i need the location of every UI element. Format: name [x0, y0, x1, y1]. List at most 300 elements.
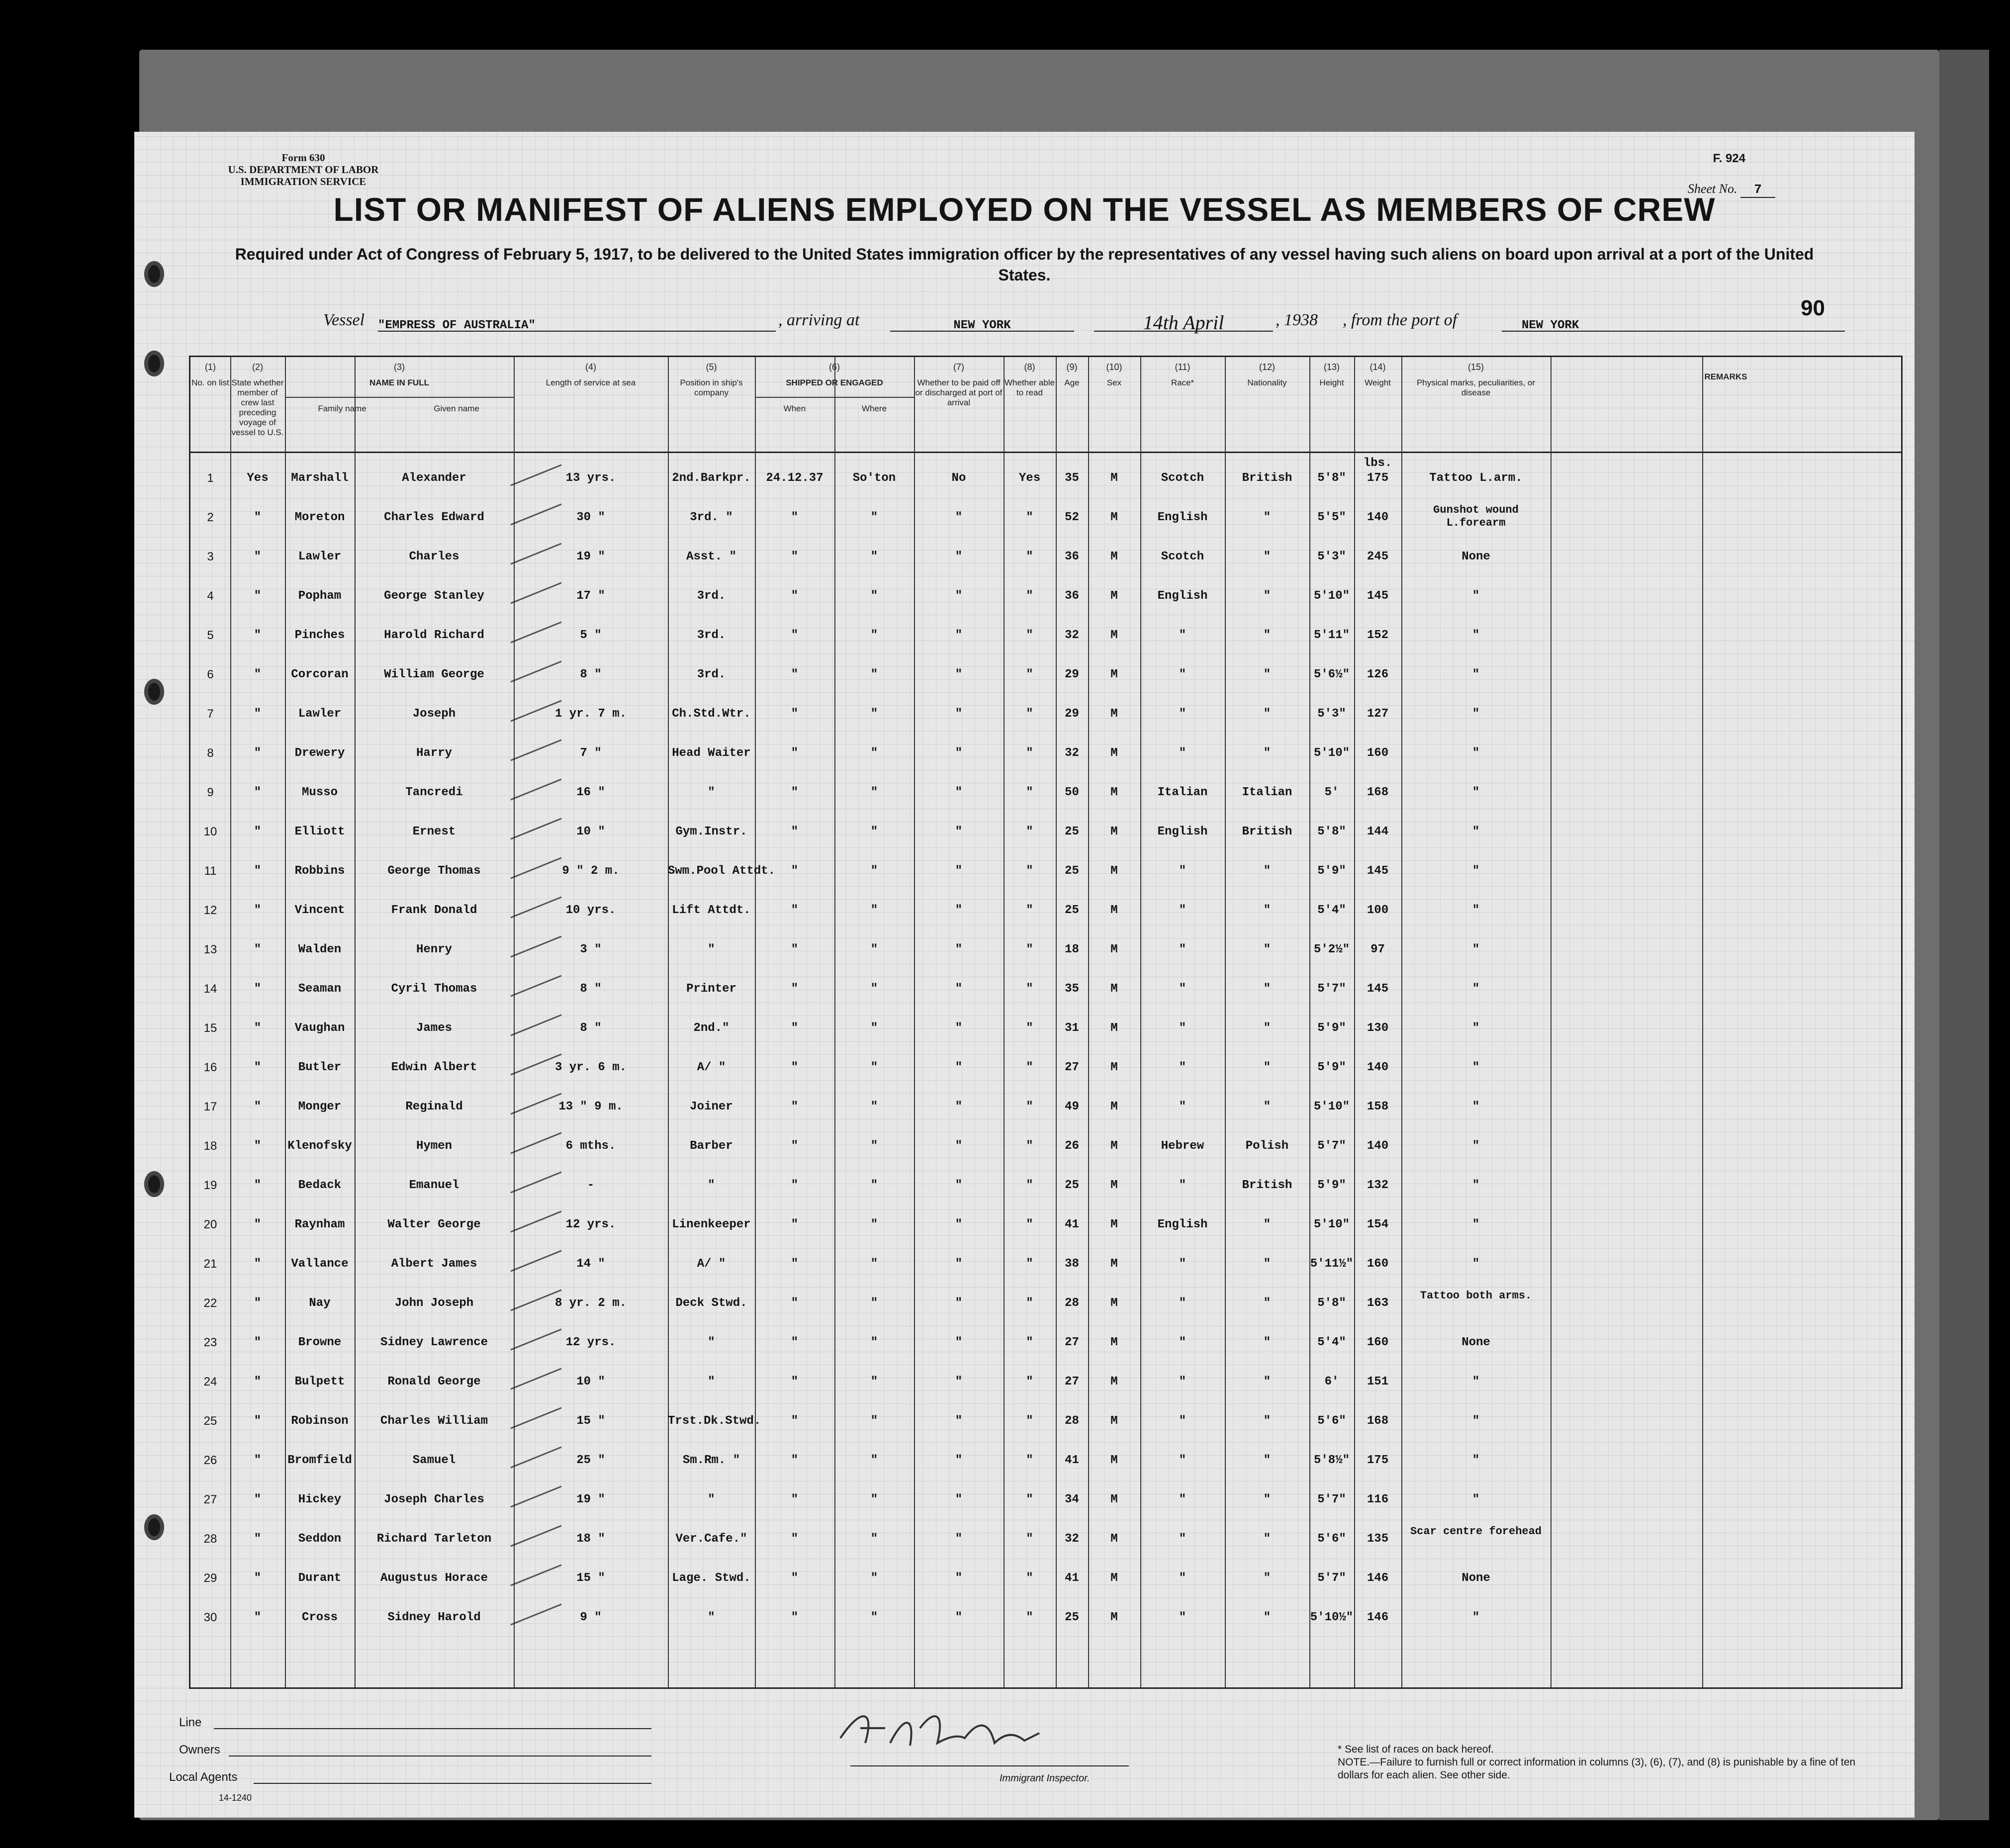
height: 5'3": [1317, 550, 1346, 563]
height: 5'7": [1317, 1139, 1346, 1153]
nationality: ": [1263, 1218, 1271, 1231]
given-name: Charles Edward: [384, 511, 484, 524]
shipped-where: ": [870, 1061, 878, 1074]
given-name: Ronald George: [387, 1375, 481, 1388]
sex: M: [1110, 1296, 1118, 1310]
paid-off: ": [955, 904, 963, 917]
inspector-signature: [830, 1698, 1079, 1758]
height: 5'10": [1313, 589, 1350, 603]
sex: M: [1110, 1532, 1118, 1546]
column-label: No. on list: [191, 378, 229, 387]
able-to-read: ": [1026, 1414, 1033, 1428]
column-number: (10): [1106, 362, 1122, 372]
physical-marks: ": [1472, 1611, 1480, 1624]
family-name: Bromfield: [287, 1454, 352, 1467]
physical-marks: ": [1472, 1061, 1480, 1074]
previous-voyage: ": [254, 511, 262, 524]
table-row: [190, 825, 1901, 864]
shipped-when: ": [791, 1179, 799, 1192]
weight: 140: [1367, 1061, 1389, 1074]
age: 29: [1065, 668, 1079, 681]
weight: 160: [1367, 746, 1389, 760]
physical-marks: ": [1472, 589, 1480, 603]
position: Joiner: [690, 1100, 733, 1113]
given-name: Frank Donald: [391, 904, 477, 917]
shipped-where: ": [870, 1139, 878, 1153]
shipped-when: ": [791, 1257, 799, 1271]
position: Deck Stwd.: [675, 1296, 747, 1310]
previous-voyage: ": [254, 943, 262, 956]
height: 5'6": [1317, 1414, 1346, 1428]
length-of-service: 5 ": [580, 629, 602, 642]
column-label: SHIPPED OR ENGAGED: [786, 378, 883, 387]
paid-off: ": [955, 1375, 963, 1388]
shipped-where: So'ton: [852, 471, 896, 485]
sex: M: [1110, 1414, 1118, 1428]
column-label: NAME IN FULL: [369, 378, 429, 387]
paid-off: ": [955, 550, 963, 563]
row-number: 24: [203, 1375, 217, 1388]
shipped-when: ": [791, 982, 799, 996]
row-number: 2: [207, 511, 214, 524]
able-to-read: ": [1026, 1257, 1033, 1271]
row-number: 12: [203, 904, 217, 917]
row-number: 11: [204, 864, 217, 878]
sex: M: [1110, 746, 1118, 760]
weight: 168: [1367, 1414, 1389, 1428]
position: 3rd.: [697, 589, 726, 603]
able-to-read: ": [1026, 1571, 1033, 1585]
column-header-7: [914, 357, 1004, 408]
family-name: Bulpett: [294, 1375, 345, 1388]
paid-off: ": [955, 1532, 963, 1546]
position: Head Waiter: [672, 746, 751, 760]
nationality: ": [1263, 1454, 1271, 1467]
able-to-read: ": [1026, 904, 1033, 917]
length-of-service: 8 ": [580, 1021, 602, 1035]
able-to-read: ": [1026, 1179, 1033, 1192]
height: 5'2½": [1313, 943, 1350, 956]
sex: M: [1110, 1218, 1118, 1231]
column-number: (12): [1259, 362, 1275, 372]
nationality: ": [1263, 511, 1271, 524]
position: ": [708, 943, 715, 956]
previous-voyage: ": [254, 1611, 262, 1624]
sex: M: [1110, 904, 1118, 917]
family-name: Klenofsky: [287, 1139, 352, 1153]
sex: M: [1110, 1021, 1118, 1035]
column-number: (11): [1175, 362, 1190, 372]
nationality: British: [1242, 471, 1292, 485]
height: 5'10": [1313, 1218, 1350, 1231]
row-number: 20: [203, 1218, 217, 1231]
family-name: Butler: [298, 1061, 342, 1074]
length-of-service: 13 " 9 m.: [558, 1100, 623, 1113]
able-to-read: ": [1026, 1218, 1033, 1231]
row-number: 16: [203, 1061, 217, 1074]
weight: 160: [1367, 1257, 1389, 1271]
table-row: [190, 707, 1901, 746]
age: 31: [1065, 1021, 1079, 1035]
shipped-where: ": [870, 629, 878, 642]
from-label: , from the port of: [1343, 311, 1458, 329]
shipped-when: 24.12.37: [766, 471, 823, 485]
nationality: ": [1263, 1061, 1271, 1074]
age: 35: [1065, 471, 1079, 485]
race: ": [1179, 943, 1187, 956]
race: ": [1179, 1611, 1187, 1624]
family-name: Musso: [301, 786, 338, 799]
weight: 145: [1367, 982, 1389, 996]
paid-off: ": [955, 1021, 963, 1035]
position: Swm.Pool Attdt.: [668, 864, 776, 878]
table-row: [190, 864, 1901, 903]
age: 36: [1065, 589, 1079, 603]
family-name: Elliott: [294, 825, 345, 838]
given-name: George Stanley: [384, 589, 484, 603]
given-name: Richard Tarleton: [376, 1532, 492, 1546]
paid-off: No: [951, 471, 966, 485]
length-of-service: 3 yr. 6 m.: [554, 1061, 627, 1074]
able-to-read: ": [1026, 511, 1033, 524]
height: 5'11½": [1310, 1257, 1354, 1271]
column-header-2: [230, 357, 285, 438]
weight: 151: [1367, 1375, 1389, 1388]
race: ": [1179, 1021, 1187, 1035]
previous-voyage: ": [254, 825, 262, 838]
position: Gym.Instr.: [675, 825, 747, 838]
column-header-16: [1551, 357, 1901, 382]
row-number: 18: [203, 1139, 217, 1153]
paid-off: ": [955, 1611, 963, 1624]
previous-voyage: ": [254, 1100, 262, 1113]
family-name: Drewery: [294, 746, 345, 760]
previous-voyage: ": [254, 1454, 262, 1467]
weight: 245: [1367, 550, 1389, 563]
age: 41: [1065, 1571, 1079, 1585]
punch-hole: [144, 351, 164, 376]
arrival-date-field: [1094, 311, 1273, 332]
sex: M: [1110, 1493, 1118, 1506]
height: 5'7": [1317, 1571, 1346, 1585]
position: ": [708, 1611, 715, 1624]
sex: M: [1110, 550, 1118, 563]
previous-voyage: ": [254, 668, 262, 681]
length-of-service: 15 ": [576, 1414, 605, 1428]
punch-hole: [144, 261, 164, 287]
family-name: Vallance: [291, 1257, 349, 1271]
shipped-where: ": [870, 746, 878, 760]
length-of-service: 14 ": [576, 1257, 605, 1271]
position: 2nd.Barkpr.: [672, 471, 751, 485]
paid-off: ": [955, 943, 963, 956]
weight: 175: [1367, 1454, 1389, 1467]
table-row: [190, 668, 1901, 707]
able-to-read: ": [1026, 943, 1033, 956]
nationality: ": [1263, 1571, 1271, 1585]
height: 6': [1324, 1375, 1339, 1388]
row-number: 1: [207, 471, 214, 485]
age: 28: [1065, 1414, 1079, 1428]
physical-marks: ": [1472, 1257, 1480, 1271]
row-number: 4: [207, 589, 214, 603]
weight: 144: [1367, 825, 1389, 838]
row-number: 27: [203, 1493, 217, 1506]
manifest-page: [134, 132, 1915, 1818]
previous-voyage: ": [254, 1336, 262, 1349]
previous-voyage: ": [254, 1493, 262, 1506]
paid-off: ": [955, 1493, 963, 1506]
race: English: [1157, 589, 1208, 603]
arrival-year: , 1938: [1276, 311, 1318, 329]
sex: M: [1110, 1375, 1118, 1388]
weight: 146: [1367, 1571, 1389, 1585]
binder-edge: [1939, 50, 1989, 1820]
able-to-read: ": [1026, 786, 1033, 799]
inspector-label: Immigrant Inspector.: [1000, 1773, 1090, 1784]
vessel-name: "EMPRESS OF AUSTRALIA": [378, 319, 536, 332]
shipped-where: ": [870, 1021, 878, 1035]
weight: 163: [1367, 1296, 1389, 1310]
paid-off: ": [955, 1218, 963, 1231]
shipped-when: ": [791, 1296, 799, 1310]
age: 52: [1065, 511, 1079, 524]
shipped-when: ": [791, 1100, 799, 1113]
table-row: [190, 1611, 1901, 1650]
table-row: [190, 1218, 1901, 1257]
column-number: (6): [829, 362, 840, 372]
column-label: Race*: [1171, 378, 1194, 387]
family-name: Pinches: [294, 629, 345, 642]
length-of-service: -: [587, 1179, 595, 1192]
punch-hole: [144, 679, 164, 705]
able-to-read: ": [1026, 825, 1033, 838]
able-to-read: ": [1026, 1532, 1033, 1546]
line-label: Line: [179, 1716, 202, 1729]
table-row: [190, 589, 1901, 628]
position: Ch.Std.Wtr.: [672, 707, 751, 721]
weight: 132: [1367, 1179, 1389, 1192]
nationality: ": [1263, 1336, 1271, 1349]
given-name: Charles: [409, 550, 459, 563]
able-to-read: Yes: [1018, 471, 1041, 485]
length-of-service: 8 ": [580, 982, 602, 996]
sheet-label: Sheet No.: [1687, 182, 1737, 196]
able-to-read: ": [1026, 589, 1033, 603]
weight-unit: lbs.: [1363, 457, 1392, 470]
nationality: British: [1242, 825, 1292, 838]
column-label: Whether to be paid off or discharged at port of arrival: [915, 378, 1003, 407]
nationality: ": [1263, 589, 1271, 603]
given-name: Joseph Charles: [384, 1493, 484, 1506]
sex: M: [1110, 1571, 1118, 1585]
row-number: 23: [203, 1336, 217, 1349]
vessel-line: [184, 311, 1805, 336]
subheader-label: When: [783, 404, 806, 413]
arriving-port: NEW YORK: [953, 319, 1011, 332]
paid-off: ": [955, 1061, 963, 1074]
able-to-read: ": [1026, 864, 1033, 878]
nationality: Polish: [1245, 1139, 1289, 1153]
given-name: George Thomas: [387, 864, 481, 878]
subheader-label: Family name: [318, 404, 366, 413]
able-to-read: ": [1026, 1493, 1033, 1506]
length-of-service: 3 ": [580, 943, 602, 956]
column-label: Whether able to read: [1004, 378, 1055, 397]
crew-table: [189, 356, 1903, 1689]
header-separator: [190, 452, 1901, 453]
position: ": [708, 1336, 715, 1349]
given-name: Walter George: [387, 1218, 481, 1231]
row-number: 19: [203, 1179, 217, 1192]
age: 27: [1065, 1336, 1079, 1349]
height: 5'3": [1317, 707, 1346, 721]
form-number: F. 924: [1713, 152, 1745, 165]
length-of-service: 10 yrs.: [565, 904, 616, 917]
height: 5'10": [1313, 1100, 1350, 1113]
paid-off: ": [955, 589, 963, 603]
shipped-where: ": [870, 1611, 878, 1624]
paid-off: ": [955, 629, 963, 642]
position: Printer: [686, 982, 736, 996]
subheader-rule: [755, 397, 914, 398]
length-of-service: 15 ": [576, 1571, 605, 1585]
nationality: ": [1263, 904, 1271, 917]
paid-off: ": [955, 1454, 963, 1467]
column-label: Age: [1064, 378, 1080, 387]
sex: M: [1110, 825, 1118, 838]
previous-voyage: ": [254, 1296, 262, 1310]
physical-marks: ": [1472, 1218, 1480, 1231]
height: 5'8": [1317, 1296, 1346, 1310]
nationality: ": [1263, 1296, 1271, 1310]
race: ": [1179, 629, 1187, 642]
previous-voyage: ": [254, 786, 262, 799]
height: 5'10": [1313, 746, 1350, 760]
able-to-read: ": [1026, 1375, 1033, 1388]
position: ": [708, 1179, 715, 1192]
column-label: Position in ship's company: [680, 378, 743, 397]
length-of-service: 1 yr. 7 m.: [554, 707, 627, 721]
weight: 116: [1367, 1493, 1389, 1506]
race: ": [1179, 904, 1187, 917]
given-name: Augustus Horace: [380, 1571, 488, 1585]
age: 50: [1065, 786, 1079, 799]
family-name: Robinson: [291, 1414, 349, 1428]
given-name: Harry: [416, 746, 452, 760]
previous-voyage: ": [254, 629, 262, 642]
shipped-when: ": [791, 1493, 799, 1506]
column-header-1: [190, 357, 230, 388]
row-number: 13: [203, 943, 217, 956]
nationality: ": [1263, 982, 1271, 996]
able-to-read: ": [1026, 1454, 1033, 1467]
race: ": [1179, 746, 1187, 760]
arrival-date: 14th April: [1143, 311, 1224, 334]
subheader-rule: [285, 397, 514, 398]
family-name: Vincent: [294, 904, 345, 917]
agents-label: Local Agents: [169, 1770, 238, 1784]
shipped-where: ": [870, 589, 878, 603]
race: ": [1179, 1061, 1187, 1074]
subheader-row: [755, 404, 914, 414]
nationality: ": [1263, 1532, 1271, 1546]
sex: M: [1110, 668, 1118, 681]
nationality: ": [1263, 1021, 1271, 1035]
inspector-line: [850, 1765, 1129, 1766]
physical-marks: None: [1462, 1336, 1490, 1349]
physical-marks: ": [1472, 1414, 1480, 1428]
height: 5'7": [1317, 1493, 1346, 1506]
given-name: William George: [384, 668, 484, 681]
paid-off: ": [955, 1100, 963, 1113]
family-name: Nay: [309, 1296, 331, 1310]
height: 5'9": [1317, 1061, 1346, 1074]
physical-marks: ": [1472, 1139, 1480, 1153]
family-name: Vaughan: [294, 1021, 345, 1035]
physical-marks: ": [1472, 904, 1480, 917]
physical-marks: ": [1472, 1493, 1480, 1506]
weight: 140: [1367, 511, 1389, 524]
able-to-read: ": [1026, 982, 1033, 996]
table-row: [190, 471, 1901, 510]
physical-marks: ": [1472, 1375, 1480, 1388]
age: 29: [1065, 707, 1079, 721]
sex: M: [1110, 1611, 1118, 1624]
shipped-when: ": [791, 943, 799, 956]
shipped-when: ": [791, 1139, 799, 1153]
age: 26: [1065, 1139, 1079, 1153]
nationality: ": [1263, 746, 1271, 760]
height: 5'7": [1317, 982, 1346, 996]
age: 34: [1065, 1493, 1079, 1506]
shipped-where: ": [870, 1571, 878, 1585]
race: ": [1179, 1179, 1187, 1192]
table-row: [190, 1525, 1901, 1571]
height: 5'8": [1317, 471, 1346, 485]
column-number: (8): [1024, 362, 1035, 372]
sex: M: [1110, 1139, 1118, 1153]
nationality: ": [1263, 1493, 1271, 1506]
previous-voyage: ": [254, 1414, 262, 1428]
form-line: Form 630: [281, 152, 325, 164]
sex: M: [1110, 1257, 1118, 1271]
race: ": [1179, 1571, 1187, 1585]
previous-voyage: ": [254, 1061, 262, 1074]
age: 27: [1065, 1061, 1079, 1074]
sex: M: [1110, 629, 1118, 642]
arriving-label: , arriving at: [778, 311, 860, 329]
race: ": [1179, 1257, 1187, 1271]
family-name: Monger: [298, 1100, 342, 1113]
weight: 145: [1367, 589, 1389, 603]
able-to-read: ": [1026, 668, 1033, 681]
nationality: ": [1263, 707, 1271, 721]
table-row: [190, 1061, 1901, 1100]
physical-marks: None: [1462, 1571, 1490, 1585]
family-name: Lawler: [298, 550, 342, 563]
physical-marks: ": [1472, 825, 1480, 838]
physical-marks: ": [1472, 982, 1480, 996]
previous-voyage: ": [254, 1021, 262, 1035]
paid-off: ": [955, 1336, 963, 1349]
row-number: 7: [207, 707, 214, 721]
length-of-service: 30 ": [576, 511, 605, 524]
shipped-where: ": [870, 1336, 878, 1349]
sex: M: [1110, 1100, 1118, 1113]
race: English: [1157, 1218, 1208, 1231]
races-note: * See list of races on back hereof.: [1338, 1744, 1494, 1755]
